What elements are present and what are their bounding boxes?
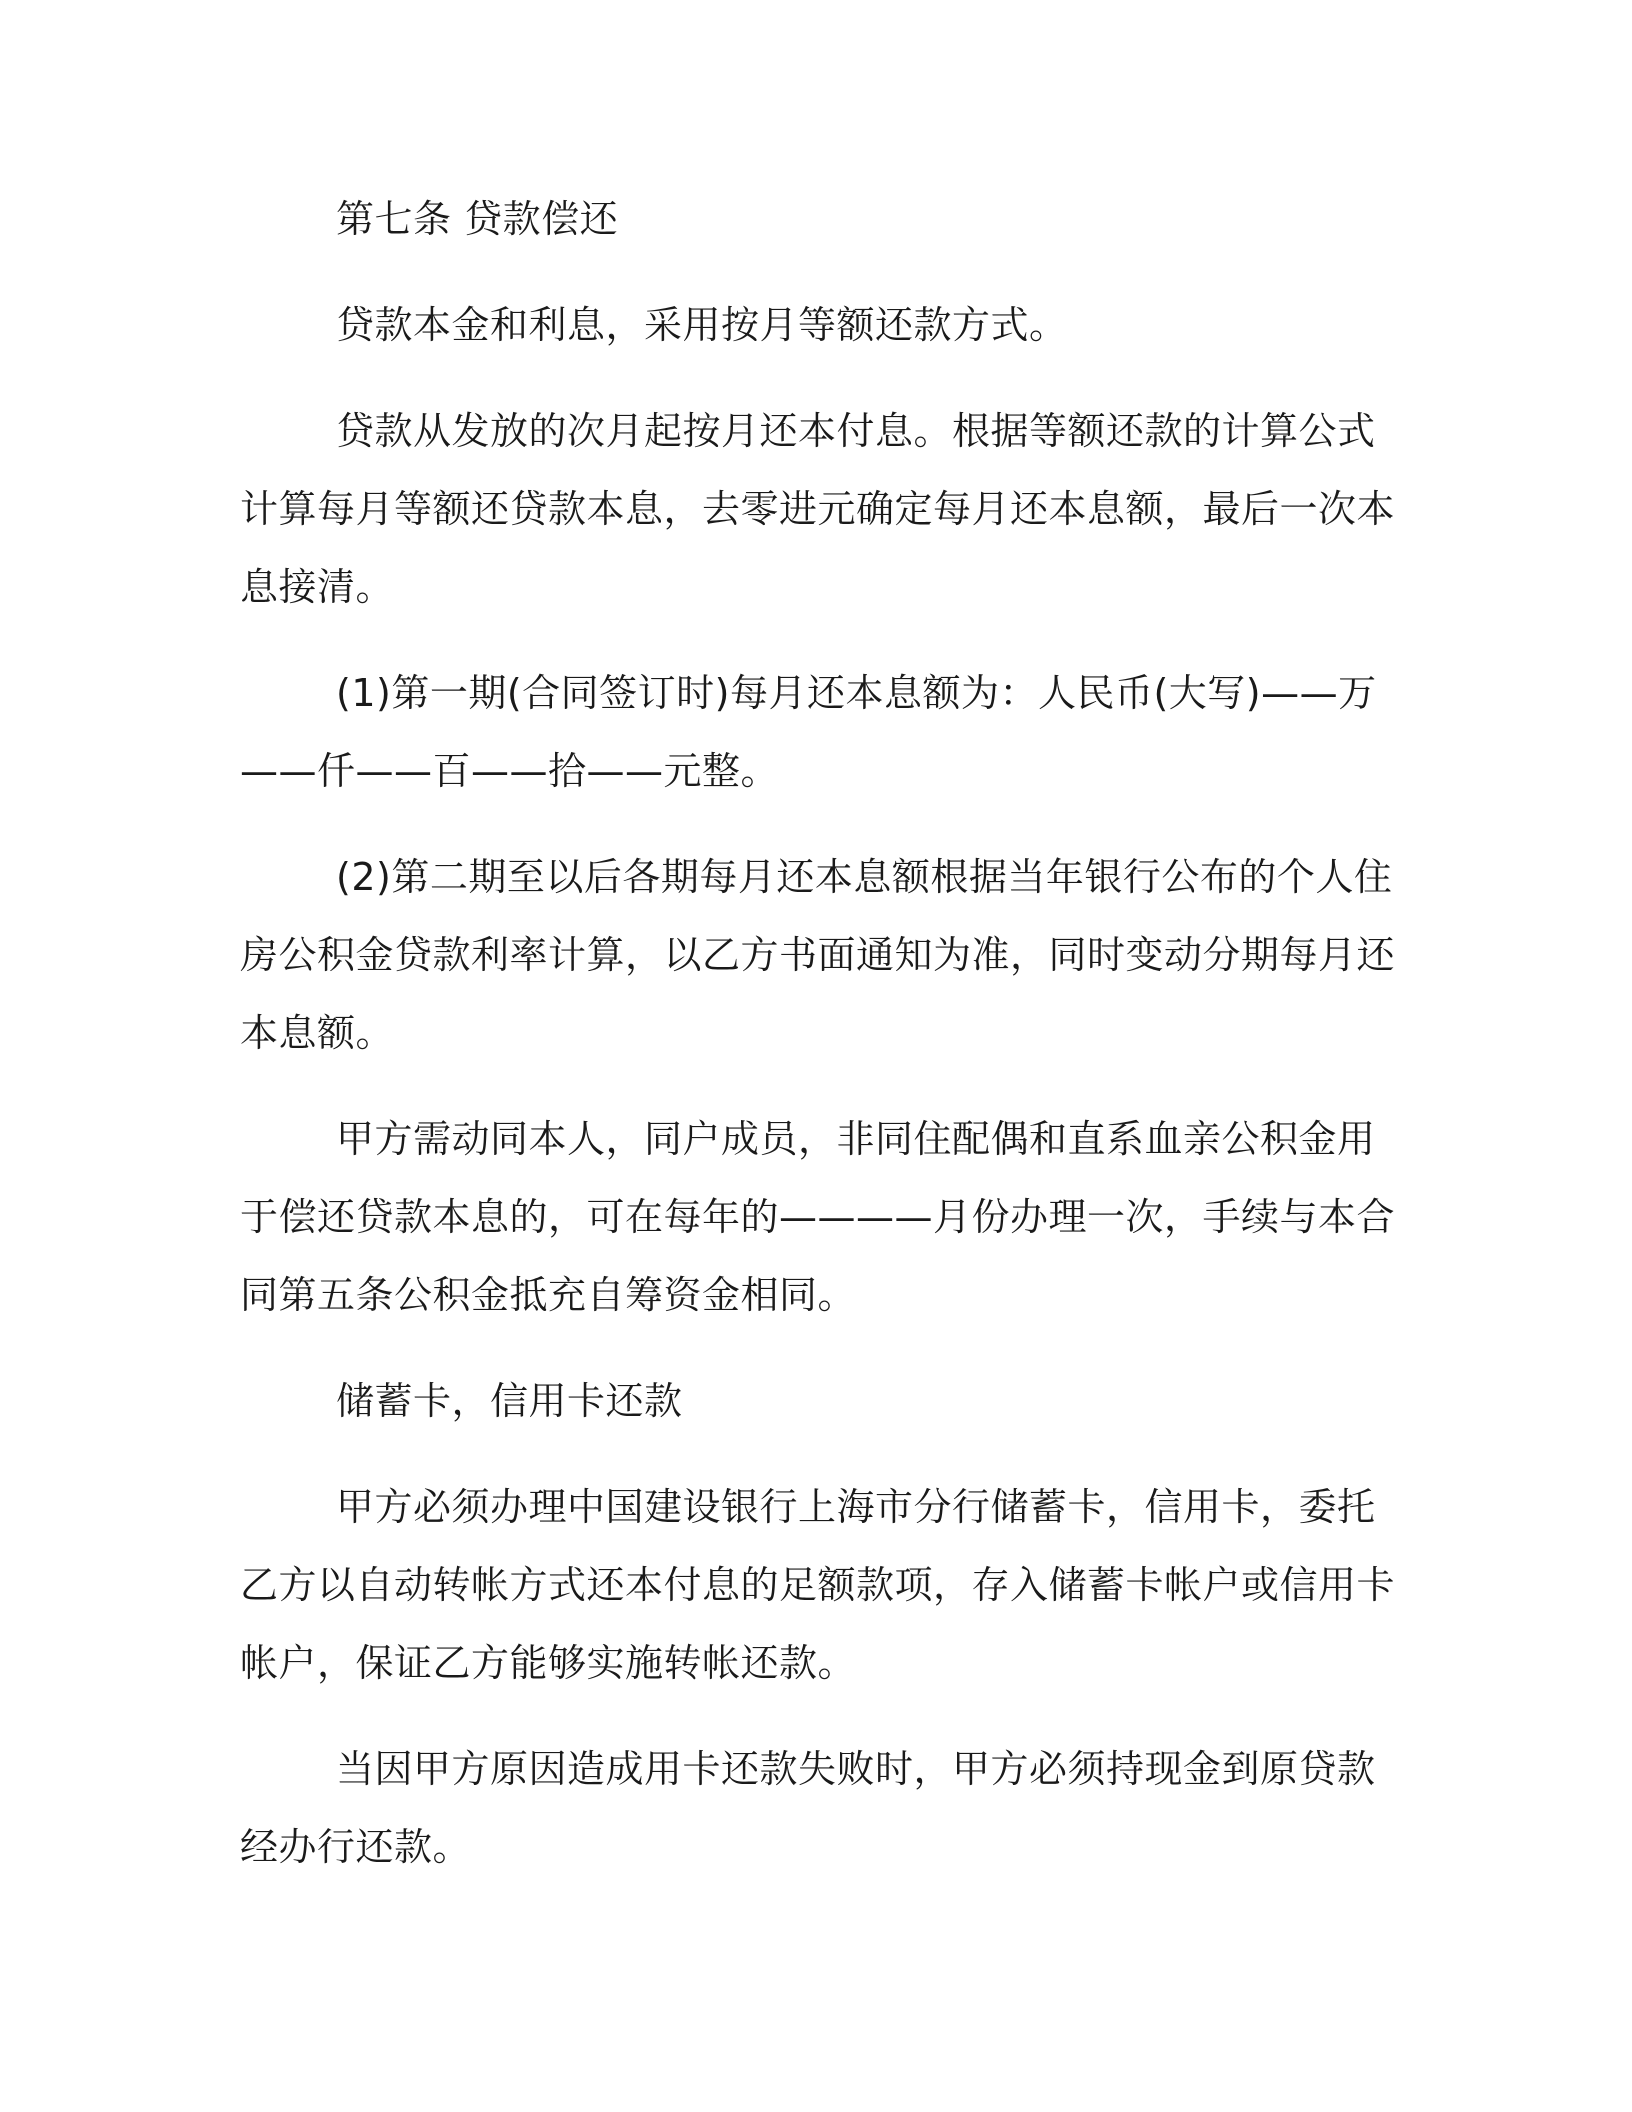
article-heading: 第七条 贷款偿还 [336,197,619,241]
document-body [240,180,1400,1914]
paragraph-later-periods: (2)第二期至以后各期每月还本息额根据当年银行公布的个人住房公积金贷款利率计算，以乙方书面通知为准，同时变动分期每月还本息额。 [240,855,1396,1055]
paragraph-card-requirement: 甲方必须办理中国建设银行上海市分行储蓄卡，信用卡，委托乙方以自动转帐方式还本付息的足额款项，存入储蓄卡帐户或信用卡帐户，保证乙方能够实施转帐还款。 [240,1485,1396,1685]
paragraph-repayment-method: 贷款本金和利息，采用按月等额还款方式。 [336,303,1068,347]
paragraph-first-period: (1)第一期(合同签订时)每月还本息额为：人民币(大写)——万——仟——百——拾——元整。 [240,671,1377,793]
paragraph-card-failure: 当因甲方原因造成用卡还款失败时，甲方必须持现金到原贷款经办行还款。 [240,1747,1376,1869]
paragraph-card-subheading: 储蓄卡，信用卡还款 [336,1379,683,1423]
paragraph-monthly-repayment: 贷款从发放的次月起按月还本付息。根据等额还款的计算公式计算每月等额还贷款本息，去零进元确定每月还本息额，最后一次本息接清。 [240,409,1396,609]
paragraph-provident-fund: 甲方需动同本人，同户成员，非同住配偶和直系血亲公积金用于偿还贷款本息的，可在每年的————月份办理一次，手续与本合同第五条公积金抵充自筹资金相同。 [240,1117,1396,1317]
